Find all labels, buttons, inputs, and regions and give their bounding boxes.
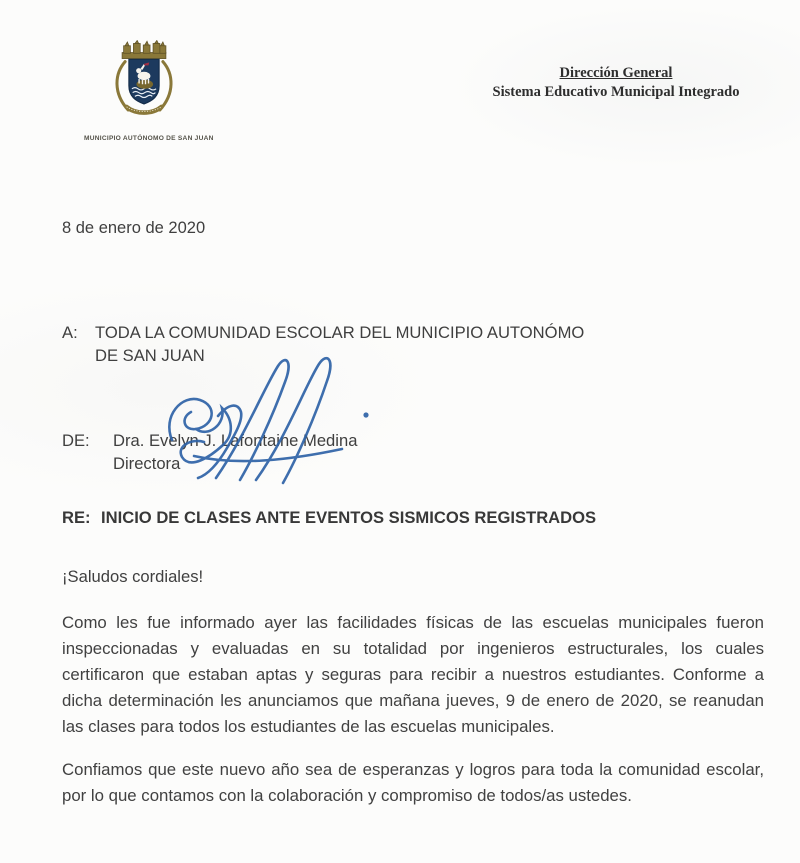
- from-label: DE:: [62, 431, 90, 450]
- letterhead: [440, 64, 792, 102]
- wreath-left: [117, 62, 128, 110]
- to-value: [95, 321, 584, 367]
- coat-of-arms-icon: [110, 40, 178, 124]
- wreath-right: [160, 62, 171, 110]
- subject-field: [62, 506, 596, 529]
- subject-text: INICIO DE CLASES ANTE EVENTOS SISMICOS REGISTRADOS: [101, 508, 597, 527]
- to-line2: DE SAN JUAN: [95, 346, 205, 365]
- to-field: [62, 321, 584, 367]
- from-title: Directora: [113, 454, 181, 473]
- subject-label: RE:: [62, 508, 91, 527]
- from-name: Dra. Evelyn J. Lafontaine Medina: [113, 431, 358, 450]
- to-label: A:: [62, 323, 78, 342]
- letterhead-line1: Dirección General: [559, 65, 673, 81]
- municipal-seal: [84, 40, 214, 142]
- body-paragraph-2: Confiamos que este nuevo año sea de esperanzas y logros para toda la comunidad escolar, por lo que contamos con la colaboración y compromiso de todos/as ustedes.: [62, 760, 764, 805]
- from-value: [113, 429, 357, 475]
- greeting: ¡Saludos cordiales!: [62, 567, 204, 586]
- from-field: [62, 429, 357, 475]
- date-line: 8 de enero de 2020: [62, 219, 206, 237]
- letterhead-line2: Sistema Educativo Municipal Integrado: [492, 84, 740, 100]
- body-paragraph-1: Como les fue informado ayer las facilidades físicas de las escuelas municipales fueron inspeccionadas y evaluadas en su totalidad por ingenieros estructurales, los cuales certificaron que estaban aptas y seguras para recibir a nuestros estudiantes. Conforme a dicha determinación les anunciamos que mañana jueves, 9 de enero de 2020, se reanudan las clases para todos los estudiantes de las escuelas municipales.: [62, 613, 764, 736]
- crown: [122, 40, 166, 58]
- to-line1: TODA LA COMUNIDAD ESCOLAR DEL MUNICIPIO AUTONÓMO: [95, 323, 585, 342]
- seal-caption: MUNICIPIO AUTÓNOMO DE SAN JUAN: [84, 135, 214, 142]
